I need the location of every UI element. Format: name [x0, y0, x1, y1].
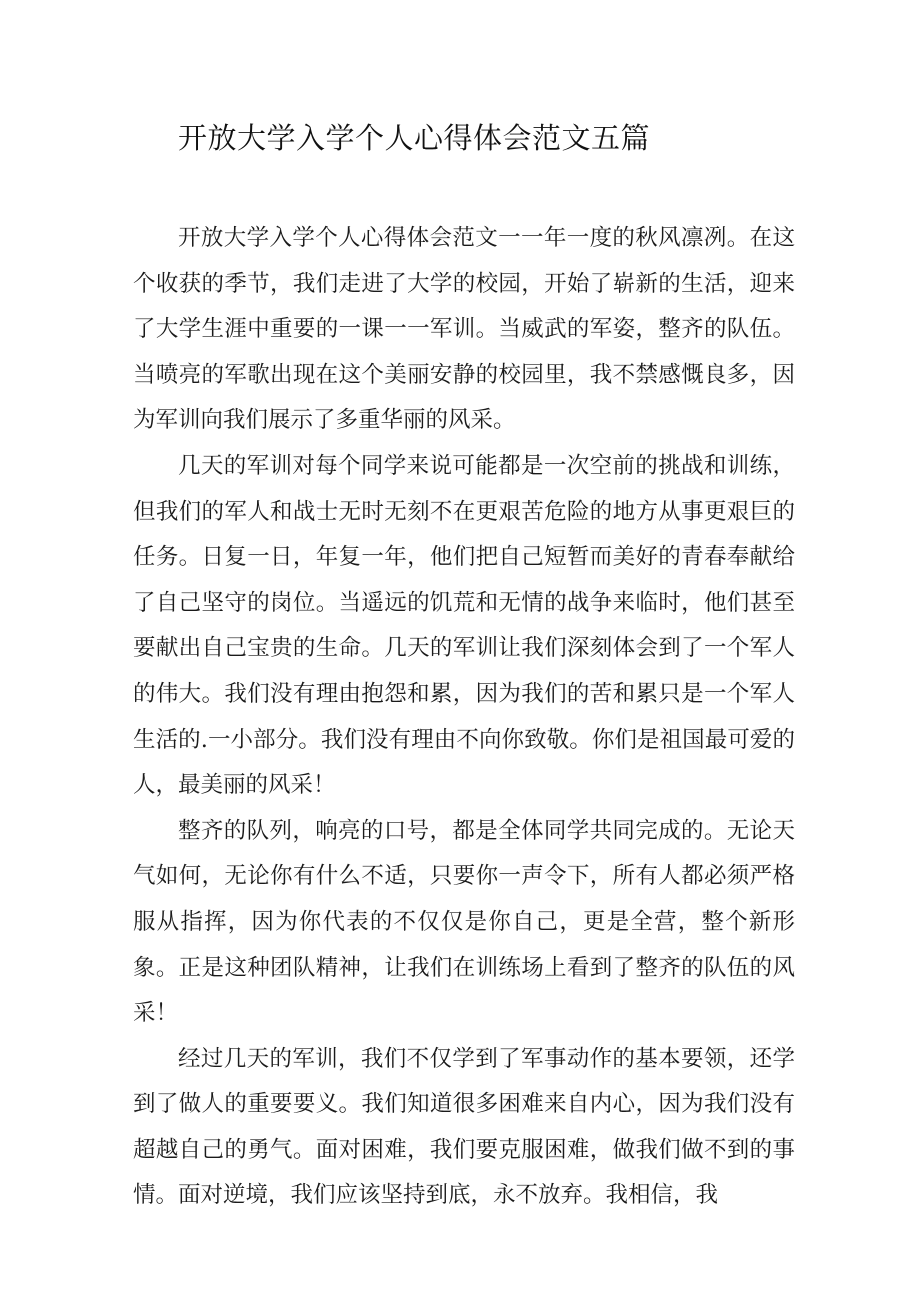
document-title: 开放大学入学个人心得体会范文五篇 — [178, 121, 651, 155]
paragraph-2: 几天的军训对每个同学来说可能都是一次空前的挑战和训练，但我们的军人和战士无时无刻不在更艰苦危险的地方从事更艰巨的任务。日复一日，年复一年，他们把自己短暂而美好的青春奉献给了自己坚守的岗位。当遥远的饥荒和无情的战争来临时，他们甚至要献出自己宝贵的生命。几天的军训让我们深刻体会到了一个军人的伟大。我们没有理由抱怨和累，因为我们的苦和累只是一个军人生活的.一小部分。我们没有理由不向你致敬。你们是祖国最可爱的人，最美丽的风采！ — [133, 452, 795, 799]
paragraph-1: 开放大学入学个人心得体会范文一一年一度的秋风凛冽。在这个收获的季节，我们走进了大学的校园，开始了崭新的生活，迎来了大学生涯中重要的一课一一军训。当威武的军姿，整齐的队伍。当喷亮的军歌出现在这个美丽安静的校园里，我不禁感慨良多，因为军训向我们展示了多重华丽的风采。 — [133, 225, 795, 434]
document-body — [133, 216, 795, 1219]
paragraph-4: 经过几天的军训，我们不仅学到了军事动作的基本要领，还学到了做人的重要要义。我们知道很多困难来自内心，因为我们没有超越自己的勇气。面对困难，我们要克服困难，做我们做不到的事情。面对逆境，我们应该坚持到底，永不放弃。我相信，我 — [133, 1045, 795, 1209]
paragraph-3: 整齐的队列，响亮的口号，都是全体同学共同完成的。无论天气如何，无论你有什么不适，只要你一声令下，所有人都必须严格服从指挥，因为你代表的不仅仅是你自己，更是全营，整个新形象。正是这种团队精神，让我们在训练场上看到了整齐的队伍的风采！ — [133, 817, 795, 1027]
